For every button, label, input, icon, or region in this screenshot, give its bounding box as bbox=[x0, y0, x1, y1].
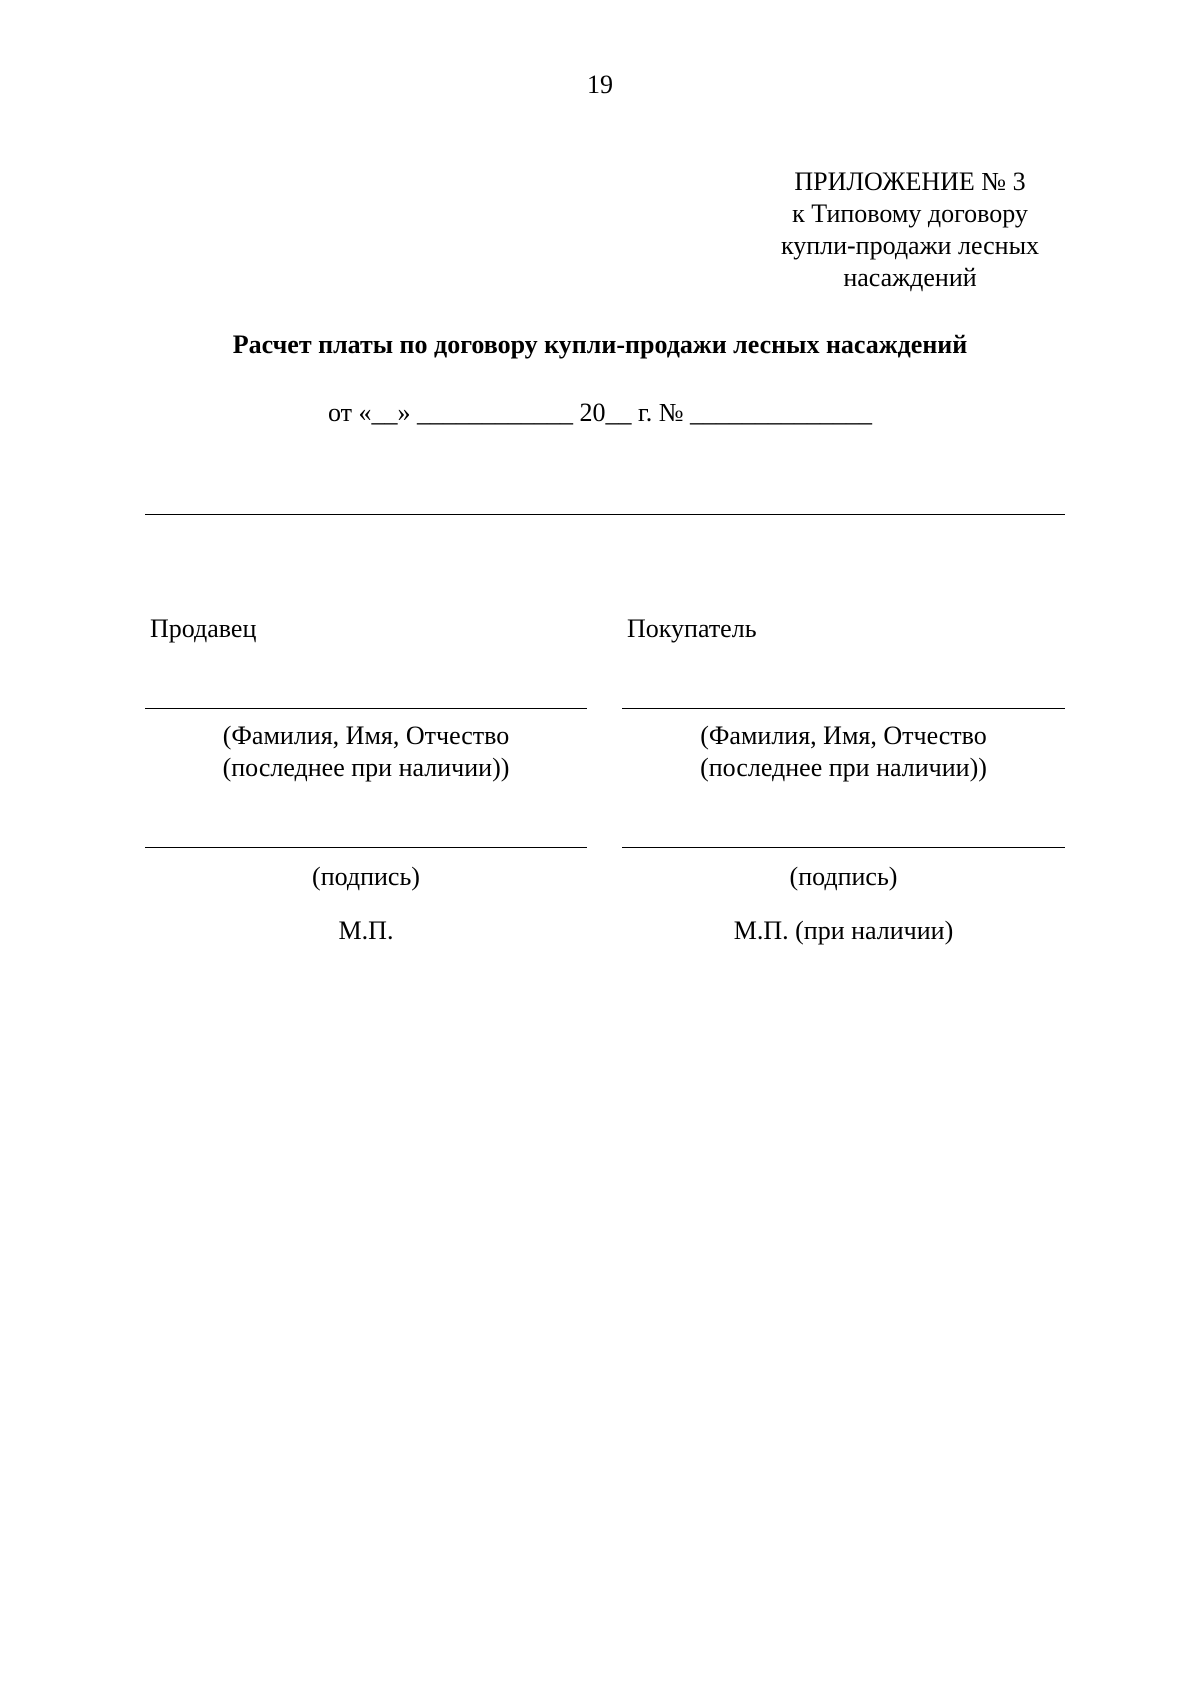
appendix-line-2: к Типовому договору bbox=[792, 199, 1028, 228]
date-number-line: от «__» ____________ 20__ г. № ______________ bbox=[327, 398, 873, 427]
document-title: Расчет платы по договору купли-продажи лесных насаждений bbox=[232, 330, 968, 359]
buyer-label: Покупатель bbox=[627, 614, 757, 643]
appendix-header bbox=[740, 166, 1080, 294]
appendix-line-1: ПРИЛОЖЕНИЕ № 3 bbox=[794, 167, 1026, 196]
seller-label: Продавец bbox=[150, 614, 257, 643]
appendix-line-3: купли-продажи лесных bbox=[780, 231, 1040, 260]
buyer-stamp: М.П. (при наличии) bbox=[733, 916, 954, 945]
buyer-signature-caption: (подпись) bbox=[789, 862, 898, 891]
seller-signature-line bbox=[145, 847, 587, 848]
seller-name-caption-line-1: (Фамилия, Имя, Отчество bbox=[222, 721, 510, 750]
appendix-line-4: насаждений bbox=[843, 263, 977, 292]
seller-name-caption-line-2: (последнее при наличии)) bbox=[222, 753, 510, 782]
seller-signature-caption: (подпись) bbox=[312, 862, 420, 891]
buyer-name-caption bbox=[622, 720, 1065, 784]
buyer-name-caption-line-1: (Фамилия, Имя, Отчество bbox=[700, 721, 987, 750]
content-blank-line bbox=[145, 514, 1065, 515]
buyer-signature-line bbox=[622, 847, 1065, 848]
seller-stamp: М.П. bbox=[338, 916, 394, 945]
buyer-name-caption-line-2: (последнее при наличии)) bbox=[700, 753, 987, 782]
seller-name-caption bbox=[145, 720, 587, 784]
buyer-name-line bbox=[622, 708, 1065, 709]
page-number: 19 bbox=[587, 70, 613, 99]
seller-name-line bbox=[145, 708, 587, 709]
